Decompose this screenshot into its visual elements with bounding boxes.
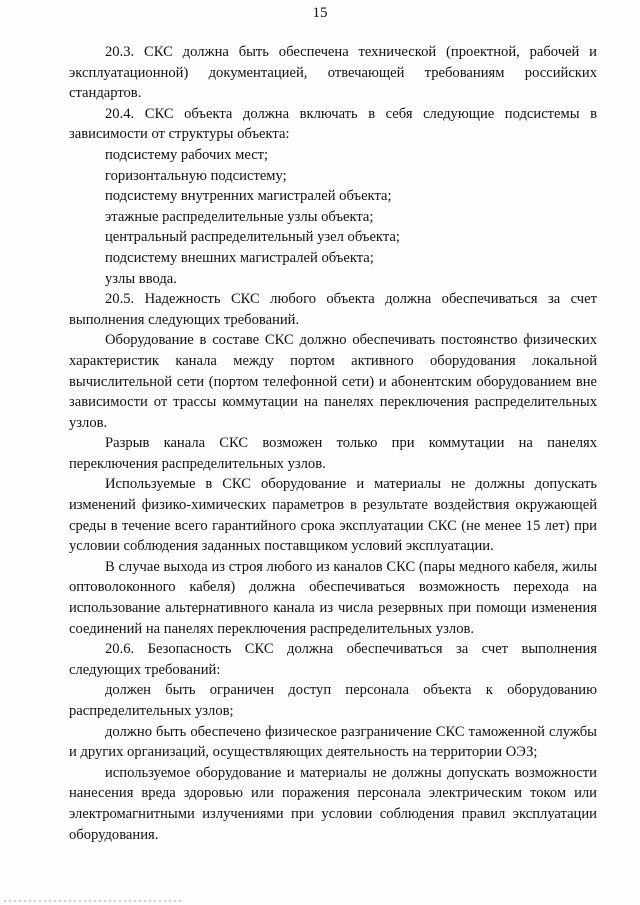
paragraph: Оборудование в составе СКС должно обеспечивать постоянство физических характеристик канала между портом активного оборудования локальной вычислительной сети (портом телефонной сети) и абонентским оборудованием вне зависимости от трассы коммутации на панелях переключения распределительных узлов. — [69, 332, 597, 431]
list-item: этажные распределительные узлы объекта; — [105, 208, 374, 225]
paragraph: 20.6. Безопасность СКС должна обеспечиваться за счет выполнения следующих требований: — [69, 641, 597, 678]
paragraph: В случае выхода из строя любого из каналов СКС (пары медного кабеля, жилы оптоволоконного кабеля) должна обеспечиваться возможность перехода на использование альтернативного канала из числа резервных при помощи изменения соединений на панелях переключения распределительных узлов. — [69, 558, 597, 637]
list-item: подсистему рабочих мест; — [105, 146, 269, 163]
paragraph: 20.3. СКС должна быть обеспечена технической (проектной, рабочей и эксплуатационной) документацией, отвечающей требованиям российских стандартов. — [69, 44, 597, 102]
paragraph: Разрыв канала СКС возможен только при коммутации на панелях переключения распределительных узлов. — [69, 435, 597, 472]
list-item: центральный распределительный узел объекта; — [105, 229, 400, 246]
page-number: 15 — [312, 5, 328, 21]
paragraph: Используемые в СКС оборудование и материалы не должны допускать изменений физико-химических параметров в результате воздействия окружающей среды в течение всего гарантийного срока эксплуатации СКС (не менее 15 лет) при условии соблюдения заданных поставщиком условий эксплуатации. — [69, 476, 597, 555]
list-item: подсистему внешних магистралей объекта; — [105, 249, 374, 266]
paragraph: должно быть обеспечено физическое разграничение СКС таможенной службы и других организаций, осуществляющих деятельность на территории ОЭЗ; — [69, 723, 597, 761]
list-item: горизонтальную подсистему; — [105, 167, 287, 184]
paragraph: используемое оборудование и материалы не должны допускать возможности нанесения вреда здоровью или поражения персонала электрическим током или электромагнитными излучениями при условии соблюдения правил эксплуатации оборудования. — [69, 764, 597, 843]
paragraph: 20.5. Надежность СКС любого объекта должна обеспечиваться за счет выполнения следующих требований. — [69, 291, 597, 328]
scan-artifact — [4, 900, 184, 902]
paragraph: должен быть ограничен доступ персонала объекта к оборудованию распределительных узлов; — [69, 682, 597, 719]
document-body — [69, 42, 597, 845]
list-item: узлы ввода. — [105, 270, 177, 287]
paragraph: 20.4. СКС объекта должна включать в себя следующие подсистемы в зависимости от структуры объекта: — [69, 105, 597, 143]
list-item: подсистему внутренних магистралей объекта; — [105, 188, 392, 205]
